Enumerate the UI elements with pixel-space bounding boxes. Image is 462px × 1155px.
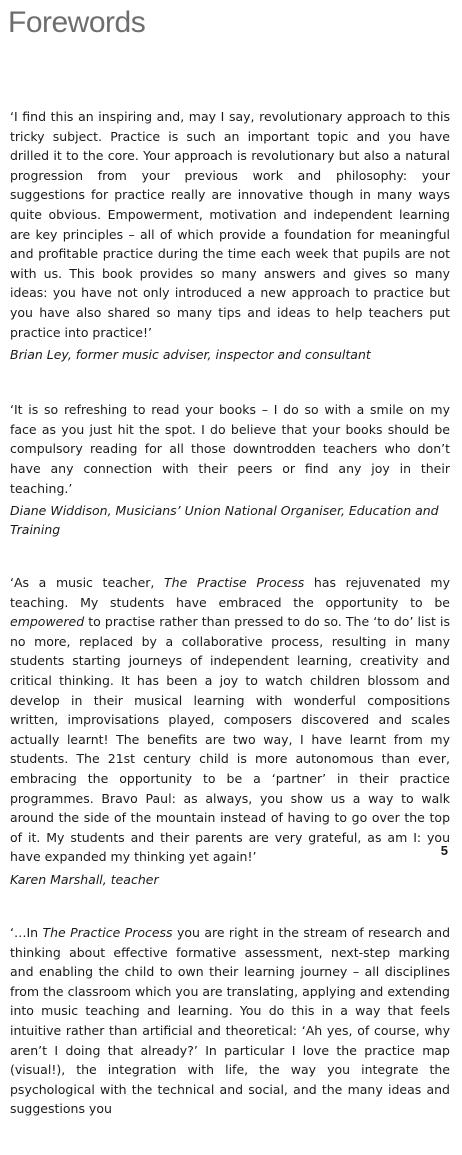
quote-attribution: Brian Ley, former music adviser, inspector and consultant <box>10 347 371 363</box>
emphasis-word: empowered <box>10 614 85 630</box>
quote-text-part: you are right in the stream of research and thinking about effective formative assessment, next-step marking and enabling the child to own their learning journey – all disciplines from the classroom which you are translating, applying and extending into music teaching and learning. You do this in a way that feels intuitive rather than artificial and theoretical: ‘Ah yes, of course, why aren’t I doing that already?’ In particular I love the practice map (visual!), the integration with life, the way you integrate the psychological with the technical and social, and the many ideas and suggestions you <box>10 925 450 1117</box>
book-title: The Practice Process <box>42 925 173 940</box>
quote-text <box>10 923 450 1119</box>
page-number: 5 <box>440 843 448 858</box>
quote-text-part: has rejuvenated my teaching. My students have embraced the opportunity to be <box>10 575 450 610</box>
testimonial-2 <box>10 400 450 539</box>
quote-text-part: to practise rather than pressed to do so. The ‘to do’ list is no more, replaced by a collaborative process, resulting in many students starting journeys of independent learning, creativity and critical thinking. It has been a joy to watch children blossom and develop in their musical learning with wonderful compositions written, improvisations played, composers discovered and scales actually learnt! The benefits are two way, I have learnt from my students. The 21st century child is more autonomous than ever, embracing the opportunity to be a ‘partner’ in their practice programmes. Bravo Paul: as always, you show us a way to walk around the side of the mountain instead of having to go over the top of it. My students and their parents are very grateful, as am I: you have expanded my thinking yet again!’ <box>10 614 450 865</box>
testimonial-4 <box>10 923 450 1119</box>
quote-attribution: Karen Marshall, teacher <box>10 872 159 887</box>
quote-text-part: ‘…In <box>10 925 43 940</box>
book-title: The Practise Process <box>164 575 305 591</box>
quote-attribution: Diane Widdison, Musicians’ Union National Organiser, Education and Training <box>10 503 439 538</box>
testimonial-1 <box>10 107 450 364</box>
quote-text: ‘I find this an inspiring and, may I say, revolutionary approach to this tricky subject. Practice is such an important topic and you have drilled it to the core. Your approach is revolutionary but also a natural progression from your previous work and philosophy: your suggestions for practice really are innovative though in many ways quite obvious. Empowerment, motivation and independent learning are key principles – all of which provide a foundation for meaningful and profitable practice during the time each week that pupils are not with us. This book provides so many answers and gives so many ideas: you have not only introduced a new approach to practice but you have also shared so many tips and ideas to help teachers put practice into practice!’ <box>10 109 450 340</box>
page-title: Forewords <box>8 6 146 39</box>
testimonial-3 <box>10 573 450 889</box>
forewords-content <box>10 107 450 1155</box>
quote-text <box>10 573 450 867</box>
quote-text: ‘It is so refreshing to read your books – I do so with a smile on my face as you just hit the spot. I do believe that your books should be compulsory reading for all those downtrodden teachers who don’t have any connection with their peers or find any joy in their teaching.’ <box>10 402 450 496</box>
quote-text-part: ‘As a music teacher, <box>10 575 165 591</box>
